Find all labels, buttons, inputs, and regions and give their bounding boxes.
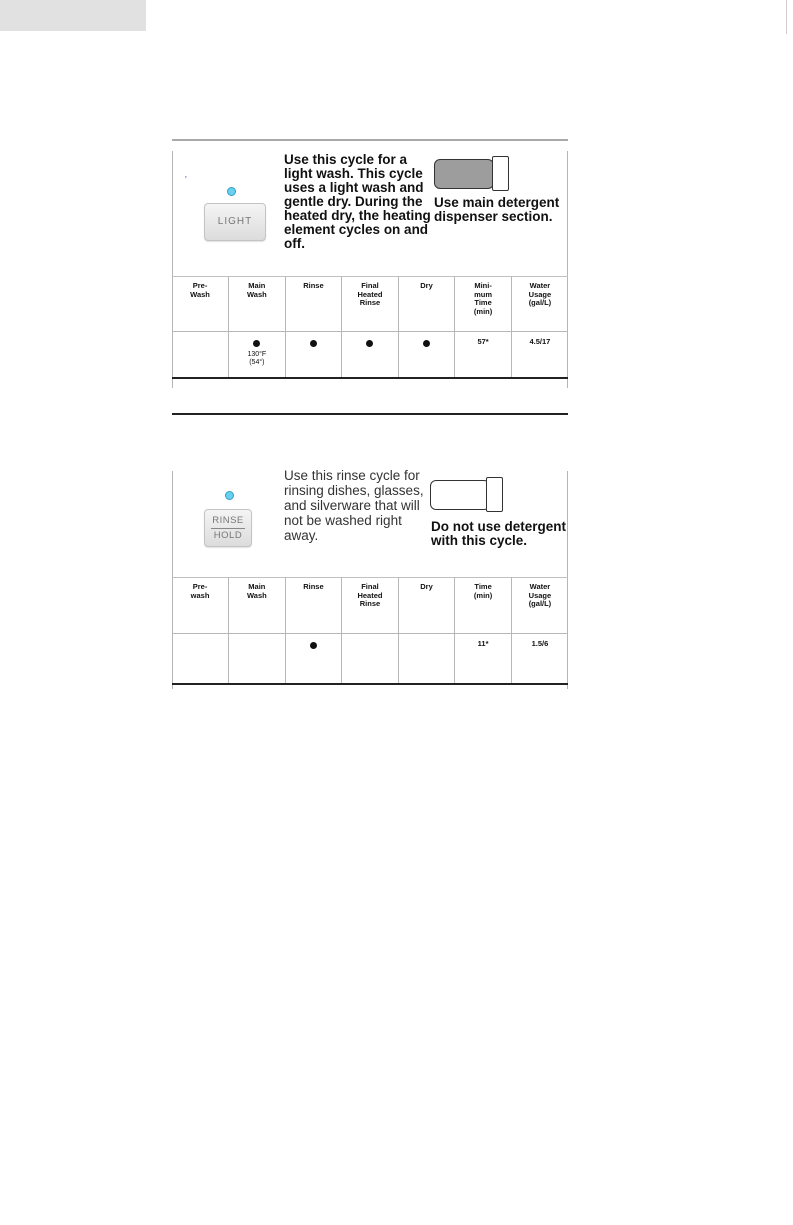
cell-rinse [285, 332, 342, 378]
rinse-hold-cycle-button[interactable] [204, 509, 252, 547]
cell-pre-wash [172, 634, 229, 684]
header-pre-wash: Pre- Wash [172, 277, 229, 332]
light-indicator-led-icon [227, 187, 236, 196]
cell-water-usage: 1.5/6 [511, 634, 568, 684]
table-header-row [172, 277, 568, 332]
rinse-hold-indicator-led-icon [225, 491, 234, 500]
light-cycle-panel [172, 139, 568, 388]
page-edge-mark [786, 0, 787, 34]
rinse-hold-cycle-table [172, 577, 568, 685]
step-dot-icon [310, 642, 317, 649]
cell-pre-wash [172, 332, 229, 378]
rinse-hold-button-label-1: RINSE [211, 515, 245, 529]
rinse-hold-cycle-description: Use this rinse cycle for rinsing dishes, glasses, and silverware that will not be washed right away. [284, 468, 424, 543]
rinse-hold-button-label-2: HOLD [213, 530, 243, 541]
header-water-usage: Water Usage (gal/L) [511, 578, 568, 634]
light-cycle-button[interactable] [204, 203, 266, 241]
tick-mark: , [185, 169, 188, 179]
cell-water-usage: 4.5/17 [511, 332, 568, 378]
light-detergent-note: Use main detergent dispenser section. [434, 195, 560, 224]
cell-rinse [285, 634, 342, 684]
header-main-wash: Main Wash [229, 578, 286, 634]
step-dot-icon [423, 340, 430, 347]
table-row [172, 332, 568, 378]
cell-final-heated-rinse [342, 634, 399, 684]
main-wash-temp: 130°F (54°) [247, 350, 267, 366]
cell-main-wash [229, 332, 286, 378]
cell-final-heated-rinse [342, 332, 399, 378]
light-cycle-description: Use this cycle for a light wash. This cycle uses a light wash and gentle dry. During the heated dry, the heating element cycles on and off. [284, 152, 431, 251]
step-dot-icon [366, 340, 373, 347]
step-dot-icon [253, 340, 260, 347]
header-water-usage: Water Usage (gal/L) [511, 277, 568, 332]
panel-top-rule [172, 139, 568, 141]
table-header-row [172, 578, 568, 634]
cell-time: 57* [455, 332, 512, 378]
header-rinse: Rinse [285, 277, 342, 332]
light-cycle-table [172, 276, 568, 379]
light-button-label: LIGHT [217, 216, 253, 227]
header-rinse: Rinse [285, 578, 342, 634]
header-dry: Dry [398, 578, 455, 634]
cell-time: 11* [455, 634, 512, 684]
detergent-dispenser-empty-icon [430, 477, 506, 511]
cell-dry [398, 332, 455, 378]
rinse-hold-detergent-note: Do not use detergent with this cycle. [431, 519, 567, 548]
header-main-wash: Main Wash [229, 277, 286, 332]
header-time: Time (min) [455, 578, 512, 634]
step-dot-icon [310, 340, 317, 347]
rinse-hold-cycle-panel [172, 413, 568, 689]
detergent-dispenser-filled-icon [434, 156, 514, 190]
cell-main-wash [229, 634, 286, 684]
cell-dry [398, 634, 455, 684]
header-final-heated-rinse: Final Heated Rinse [342, 277, 399, 332]
header-dry: Dry [398, 277, 455, 332]
header-final-heated-rinse: Final Heated Rinse [342, 578, 399, 634]
header-minimum-time: Mini- mum Time (min) [455, 277, 512, 332]
page-corner-tab [0, 0, 146, 31]
header-pre-wash: Pre- wash [172, 578, 229, 634]
panel-top-rule [172, 413, 568, 415]
table-row [172, 634, 568, 684]
